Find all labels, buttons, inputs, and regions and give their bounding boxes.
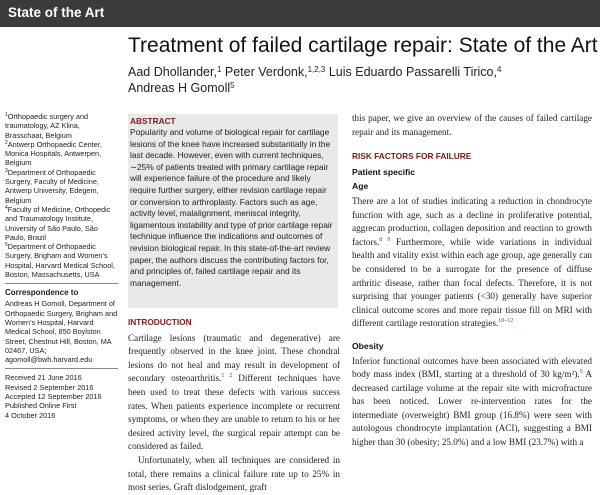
affiliation-text: Antwerp Orthopaedic Center, Monica Hospitals, Antwerpen, Belgium <box>5 139 102 168</box>
paragraph-text: Cartilage lesions (traumatic and degenerative) are frequently observed in the knee joint. These chondral lesions do not heal and may result in development of secondary osteoarthritis. <box>128 332 340 384</box>
sidebar-divider <box>5 283 118 284</box>
date-line: 4 October 2016 <box>5 410 56 420</box>
author-name: Aad Dhollander, <box>128 65 217 79</box>
affiliation-item <box>5 168 118 205</box>
author-affiliation-sup: 4 <box>496 65 502 74</box>
affiliation-number: 3 <box>5 167 8 174</box>
affiliation-item <box>5 205 118 242</box>
date-line: Accepted 12 September 2016 <box>5 392 102 402</box>
paragraph-text: Different techniques have been used to treat these defects with various success rates. When patients experience incomplete or recurrent symptoms, or when they are unable to return to his or her desired activity level, the surgical repair attempt can be considered as failed. <box>128 373 340 452</box>
author-affiliation-sup: 5 <box>230 81 235 90</box>
abstract-text: Popularity and volume of biological repair for cartilage lesions of the knee have increased substantially in the last decade. However, even with current techniques, ∼25% of patients treated with primary cartilage repair will experience failure of the procedure and likely require further surgery, either revision cartilage repair or conversion to arthroplasty. Factors such as age, activity level, malalignment, meniscal integrity, ligamentous instability and type of prior cartilage repair technique influence the indications and outcomes of revision biological repair. In this state-of-the-art review paper, the authors discuss the contributing factors for, and principles of, failed cartilage repair and its management. <box>130 127 333 288</box>
patient-specific-heading: Patient specific <box>352 166 416 177</box>
affiliation-item <box>5 242 118 279</box>
author-affiliation-sup: 1,2,3 <box>307 65 326 74</box>
affiliation-text: Department of Orthopaedic Surgery, Faculty of Medicine, Antwerp University, Edegem, Belgium <box>5 167 99 205</box>
author-name: Andreas H Gomoll <box>128 81 231 95</box>
section-label: State of the Art <box>8 5 105 20</box>
affiliation-number: 5 <box>5 242 8 249</box>
citation-link[interactable]: 1 2 <box>221 373 233 380</box>
introduction-column <box>128 316 340 495</box>
sidebar-divider <box>5 368 118 369</box>
author-name: Luis Eduardo Passarelli Tirico, <box>325 65 497 79</box>
citation-link[interactable]: 8 9 <box>379 236 391 243</box>
abstract-heading: ABSTRACT <box>130 116 176 126</box>
paragraph-text: There are a lot of studies indicating a reduction in chondrocyte function with age, such as a decline in proliferative potential, aggrecan production, collagen deposition and reaction to growth factors. <box>352 195 592 247</box>
age-heading: Age <box>352 181 369 192</box>
affiliation-number: 4 <box>5 204 8 211</box>
affiliation-number: 1 <box>5 112 8 118</box>
intro-continuation: this paper, we give an overview of the causes of failed cartilage repair and its management. <box>352 113 592 137</box>
date-line: Revised 2 September 2016 <box>5 382 94 392</box>
affiliation-item <box>5 140 118 168</box>
obesity-paragraph <box>352 355 592 450</box>
article-title: Treatment of failed cartilage repair: State of the Art <box>128 34 598 57</box>
obesity-heading: Obesity <box>352 340 384 351</box>
affiliation-text: Orthopaedic surgery and traumatology, AZ Klina, Brasschaat, Belgium <box>5 112 89 140</box>
correspondence-heading: Correspondence to <box>5 288 79 298</box>
affiliation-item <box>5 112 118 140</box>
author-affiliation-sup: 1 <box>216 65 222 74</box>
abstract-box <box>128 114 338 308</box>
section-banner <box>0 0 600 27</box>
date-list <box>5 373 118 419</box>
correspondence-text: Andreas H Gomoll, Department of Orthopaedic Surgery, Brigham and Women’s Hospital, Harvard Medical School, 850 Boylston Street, Chestnut Hill, Boston, MA 02467, USA; agomoll@bwh.harvard.edu <box>5 299 118 365</box>
sidebar <box>5 112 118 420</box>
author-list <box>128 64 568 96</box>
affiliation-number: 2 <box>5 139 8 146</box>
right-column <box>352 112 592 450</box>
citation-link[interactable]: 5 <box>579 369 583 376</box>
paragraph-text: A decreased cartilage volume at the repair site with microfracture has been noticed. Lower re-intervention rates for the intermediate (overweight) BMI group (16.8%) were seen with autologous chondrocyte implantation (ACI), suggesting a BMI higher than 30 (obesity; 25.0%) and a low BMI (23.7%) with a <box>352 369 592 448</box>
date-line: Received 21 June 2016 <box>5 373 82 383</box>
affiliation-list <box>5 112 118 279</box>
introduction-paragraph: Unfortunately, when all techniques are considered in total, there remains a clinical failure rate up to 25% in most series. Graft dislodgement, graft <box>128 454 340 493</box>
age-paragraph <box>352 195 592 331</box>
paragraph-text: Inferior functional outcomes have been associated with elevated body mass index (BMI, starting at a threshold of 30 kg/m²). <box>352 355 592 380</box>
introduction-heading: INTRODUCTION <box>128 317 192 327</box>
date-line: Published Online First <box>5 401 77 411</box>
author-name: Peter Verdonk, <box>221 65 308 79</box>
affiliation-text: Faculty of Medicine, Orthopedic and Traumatology Institute, University of São Paulo, São Paulo, Brazil <box>5 204 111 242</box>
risk-factors-heading: RISK FACTORS FOR FAILURE <box>352 151 472 162</box>
citation-link[interactable]: 10–12 <box>498 318 514 325</box>
introduction-paragraph <box>128 332 340 454</box>
affiliation-text: Department of Orthopaedic Surgery, Brigham and Women’s Hospital, Harvard Medical School, Boston, Massachusetts, USA <box>5 242 115 280</box>
paragraph-text: Furthermore, while wide variations in individual health and vitality exist within each age group, age generally can be considered to be a surrogate for the presence of diffuse arthritic disease, rather than focal defects. Therefore, it is not surprising that younger patients (<30) generally have superior clinical outcome scores and more repair tissue fill on MRI with different cartilage restoration strategies. <box>352 236 593 329</box>
